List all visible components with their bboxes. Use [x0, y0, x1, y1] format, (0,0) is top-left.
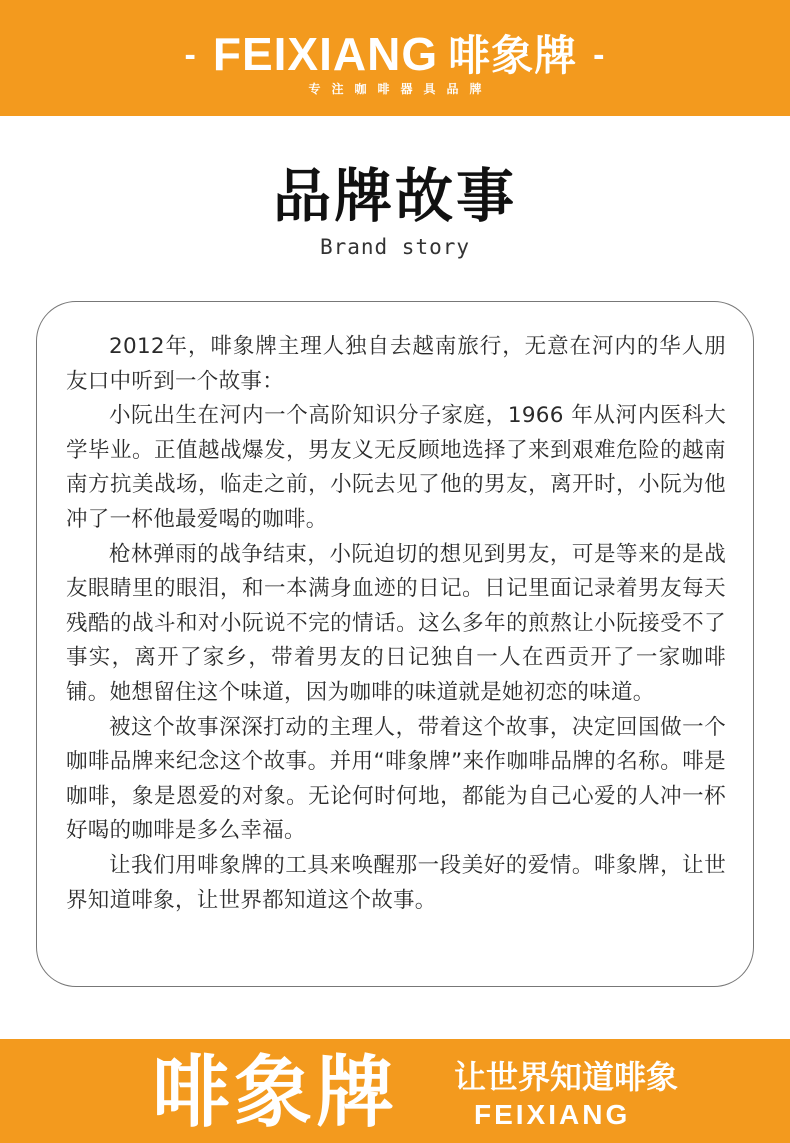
story-paragraph: 2012年，啡象牌主理人独自去越南旅行，无意在河内的华人朋友口中听到一个故事： — [66, 334, 726, 394]
title-block — [0, 158, 790, 260]
bottom-banner — [0, 1039, 790, 1143]
footer-brand-cn: 啡象牌 — [152, 1048, 399, 1138]
top-banner — [0, 0, 790, 116]
header-dash-right: - — [593, 36, 606, 74]
header-brand-en: FEIXIANG — [212, 28, 439, 80]
header-brand-cn: 啡象牌 — [448, 31, 578, 80]
story-paragraph: 被这个故事深深打动的主理人，带着这个故事，决定回国做一个咖啡品牌来纪念这个故事。并用“啡象牌”来作咖啡品牌的名称。啡是咖啡，象是恩爱的对象。无论何时何地，都能为自己心爱的人冲一杯好喝的咖啡是多么幸福。 — [66, 714, 726, 844]
header-brand-line — [0, 26, 790, 84]
footer-brand-en: FEIXIANG — [474, 1099, 631, 1130]
story-text — [66, 330, 726, 918]
page-subtitle: Brand story — [319, 235, 471, 259]
header-dash-left: - — [184, 36, 197, 74]
story-paragraph: 枪林弹雨的战争结束，小阮迫切的想见到男友，可是等来的是战友眼睛里的眼泪，和一本满身血迹的日记。日记里面记录着男友每天残酷的战斗和对小阮说不完的情话。这么多年的煎熬让小阮接受不了事实，离开了家乡，带着男友的日记独自一人在西贡开了一家咖啡铺。她想留住这个味道，因为咖啡的味道就是她初恋的味道。 — [66, 541, 726, 705]
story-paragraph: 小阮出生在河内一个高阶知识分子家庭，1966 年从河内医科大学毕业。正值越战爆发，男友义无反顾地选择了来到艰难危险的越南南方抗美战场，临走之前，小阮去见了他的男友，离开时，小阮为他冲了一杯他最爱喝的咖啡。 — [66, 403, 726, 532]
page-title: 品牌故事 — [272, 162, 517, 230]
header-slogan: 专注咖啡器具品牌 — [308, 82, 493, 96]
story-paragraph: 让我们用啡象牌的工具来唤醒那一段美好的爱情。啡象牌，让世界知道啡象，让世界都知道这个故事。 — [66, 852, 726, 913]
footer-tagline: 让世界知道啡象 — [454, 1058, 679, 1096]
